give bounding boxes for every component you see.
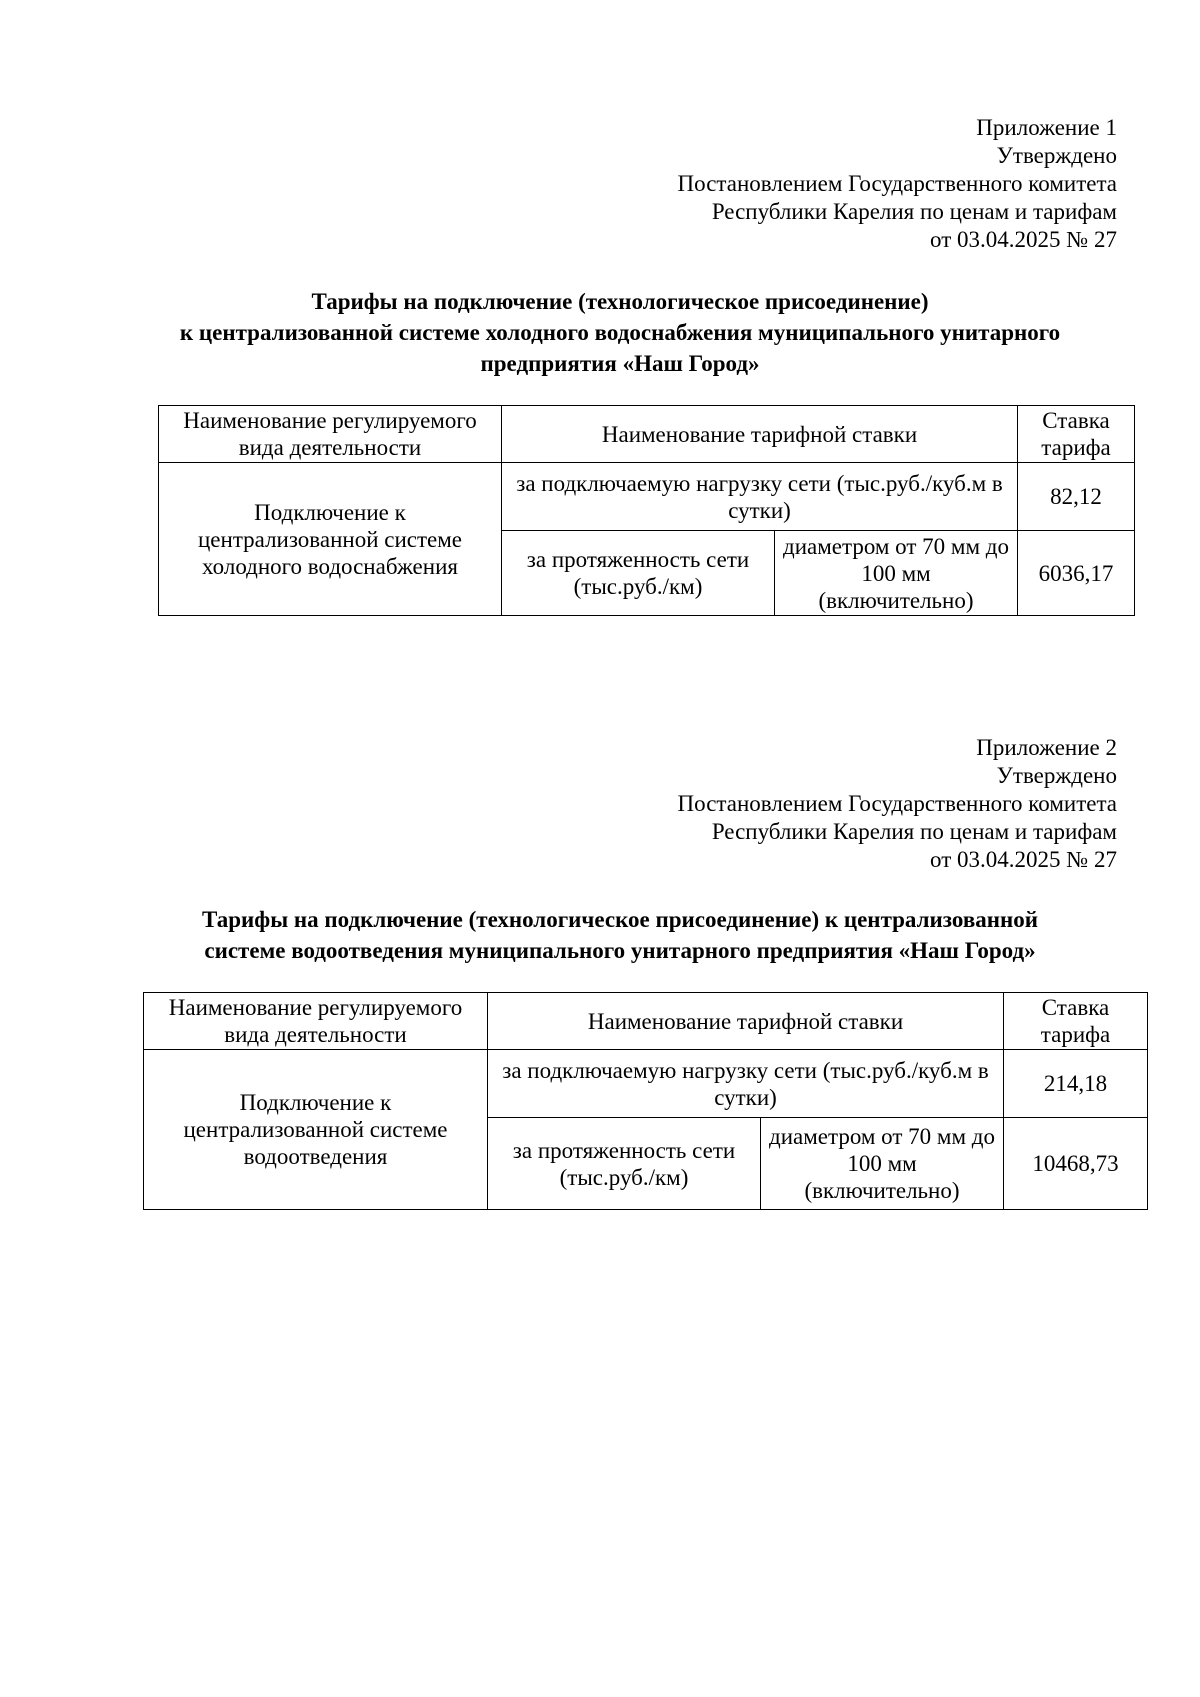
activity-cell: Подключение к централизованной системе водоотведения [144, 1050, 488, 1210]
approved-label: Утверждено [996, 143, 1117, 168]
approval-date: от 03.04.2025 № 27 [930, 847, 1117, 872]
table-header-row [159, 406, 1135, 463]
tariff-title-1 [150, 286, 1090, 379]
approval-block-2 [678, 734, 1117, 874]
diameter-cell: диаметром от 70 мм до 100 мм (включительно) [775, 531, 1018, 616]
title-line: системе водоотведения муниципального унитарного предприятия «Наш Город» [204, 938, 1036, 963]
header-rate: Ставка тарифа [1004, 993, 1148, 1050]
title-line: предприятия «Наш Город» [480, 351, 760, 376]
title-line: Тарифы на подключение (технологическое присоединение) [311, 289, 929, 314]
length-rate-value-cell: 10468,73 [1004, 1118, 1148, 1210]
load-rate-name-cell: за подключаемую нагрузку сети (тыс.руб./куб.м в сутки) [488, 1050, 1004, 1118]
length-rate-name-cell: за протяженность сети (тыс.руб./км) [502, 531, 775, 616]
load-rate-value-cell: 214,18 [1004, 1050, 1148, 1118]
table-header-row [144, 993, 1148, 1050]
activity-cell: Подключение к централизованной системе холодного водоснабжения [159, 463, 502, 616]
header-activity: Наименование регулируемого вида деятельности [159, 406, 502, 463]
diameter-cell: диаметром от 70 мм до 100 мм (включительно) [761, 1118, 1004, 1210]
length-rate-name-cell: за протяженность сети (тыс.руб./км) [488, 1118, 761, 1210]
approval-block-1 [678, 114, 1117, 254]
table-row [144, 1050, 1148, 1118]
title-line: к централизованной системе холодного водоснабжения муниципального унитарного [179, 320, 1061, 345]
approval-authority-line: Республики Карелия по ценам и тарифам [711, 199, 1117, 224]
approval-date: от 03.04.2025 № 27 [930, 227, 1117, 252]
approval-authority-line: Республики Карелия по ценам и тарифам [711, 819, 1117, 844]
length-rate-value-cell: 6036,17 [1018, 531, 1135, 616]
header-activity: Наименование регулируемого вида деятельности [144, 993, 488, 1050]
tariff-table-1 [158, 405, 1135, 616]
table-row [159, 463, 1135, 531]
title-line: Тарифы на подключение (технологическое присоединение) к централизованной [201, 907, 1039, 932]
appendix-number: Приложение 2 [976, 735, 1117, 760]
approved-label: Утверждено [996, 763, 1117, 788]
load-rate-value-cell: 82,12 [1018, 463, 1135, 531]
approval-authority-line: Постановлением Государственного комитета [677, 791, 1117, 816]
approval-authority-line: Постановлением Государственного комитета [677, 171, 1117, 196]
header-rate: Ставка тарифа [1018, 406, 1135, 463]
load-rate-name-cell: за подключаемую нагрузку сети (тыс.руб./куб.м в сутки) [502, 463, 1018, 531]
tariff-table-2 [143, 992, 1148, 1210]
header-rate-name: Наименование тарифной ставки [502, 406, 1018, 463]
tariff-title-2 [150, 904, 1090, 966]
header-rate-name: Наименование тарифной ставки [488, 993, 1004, 1050]
appendix-number: Приложение 1 [976, 115, 1117, 140]
